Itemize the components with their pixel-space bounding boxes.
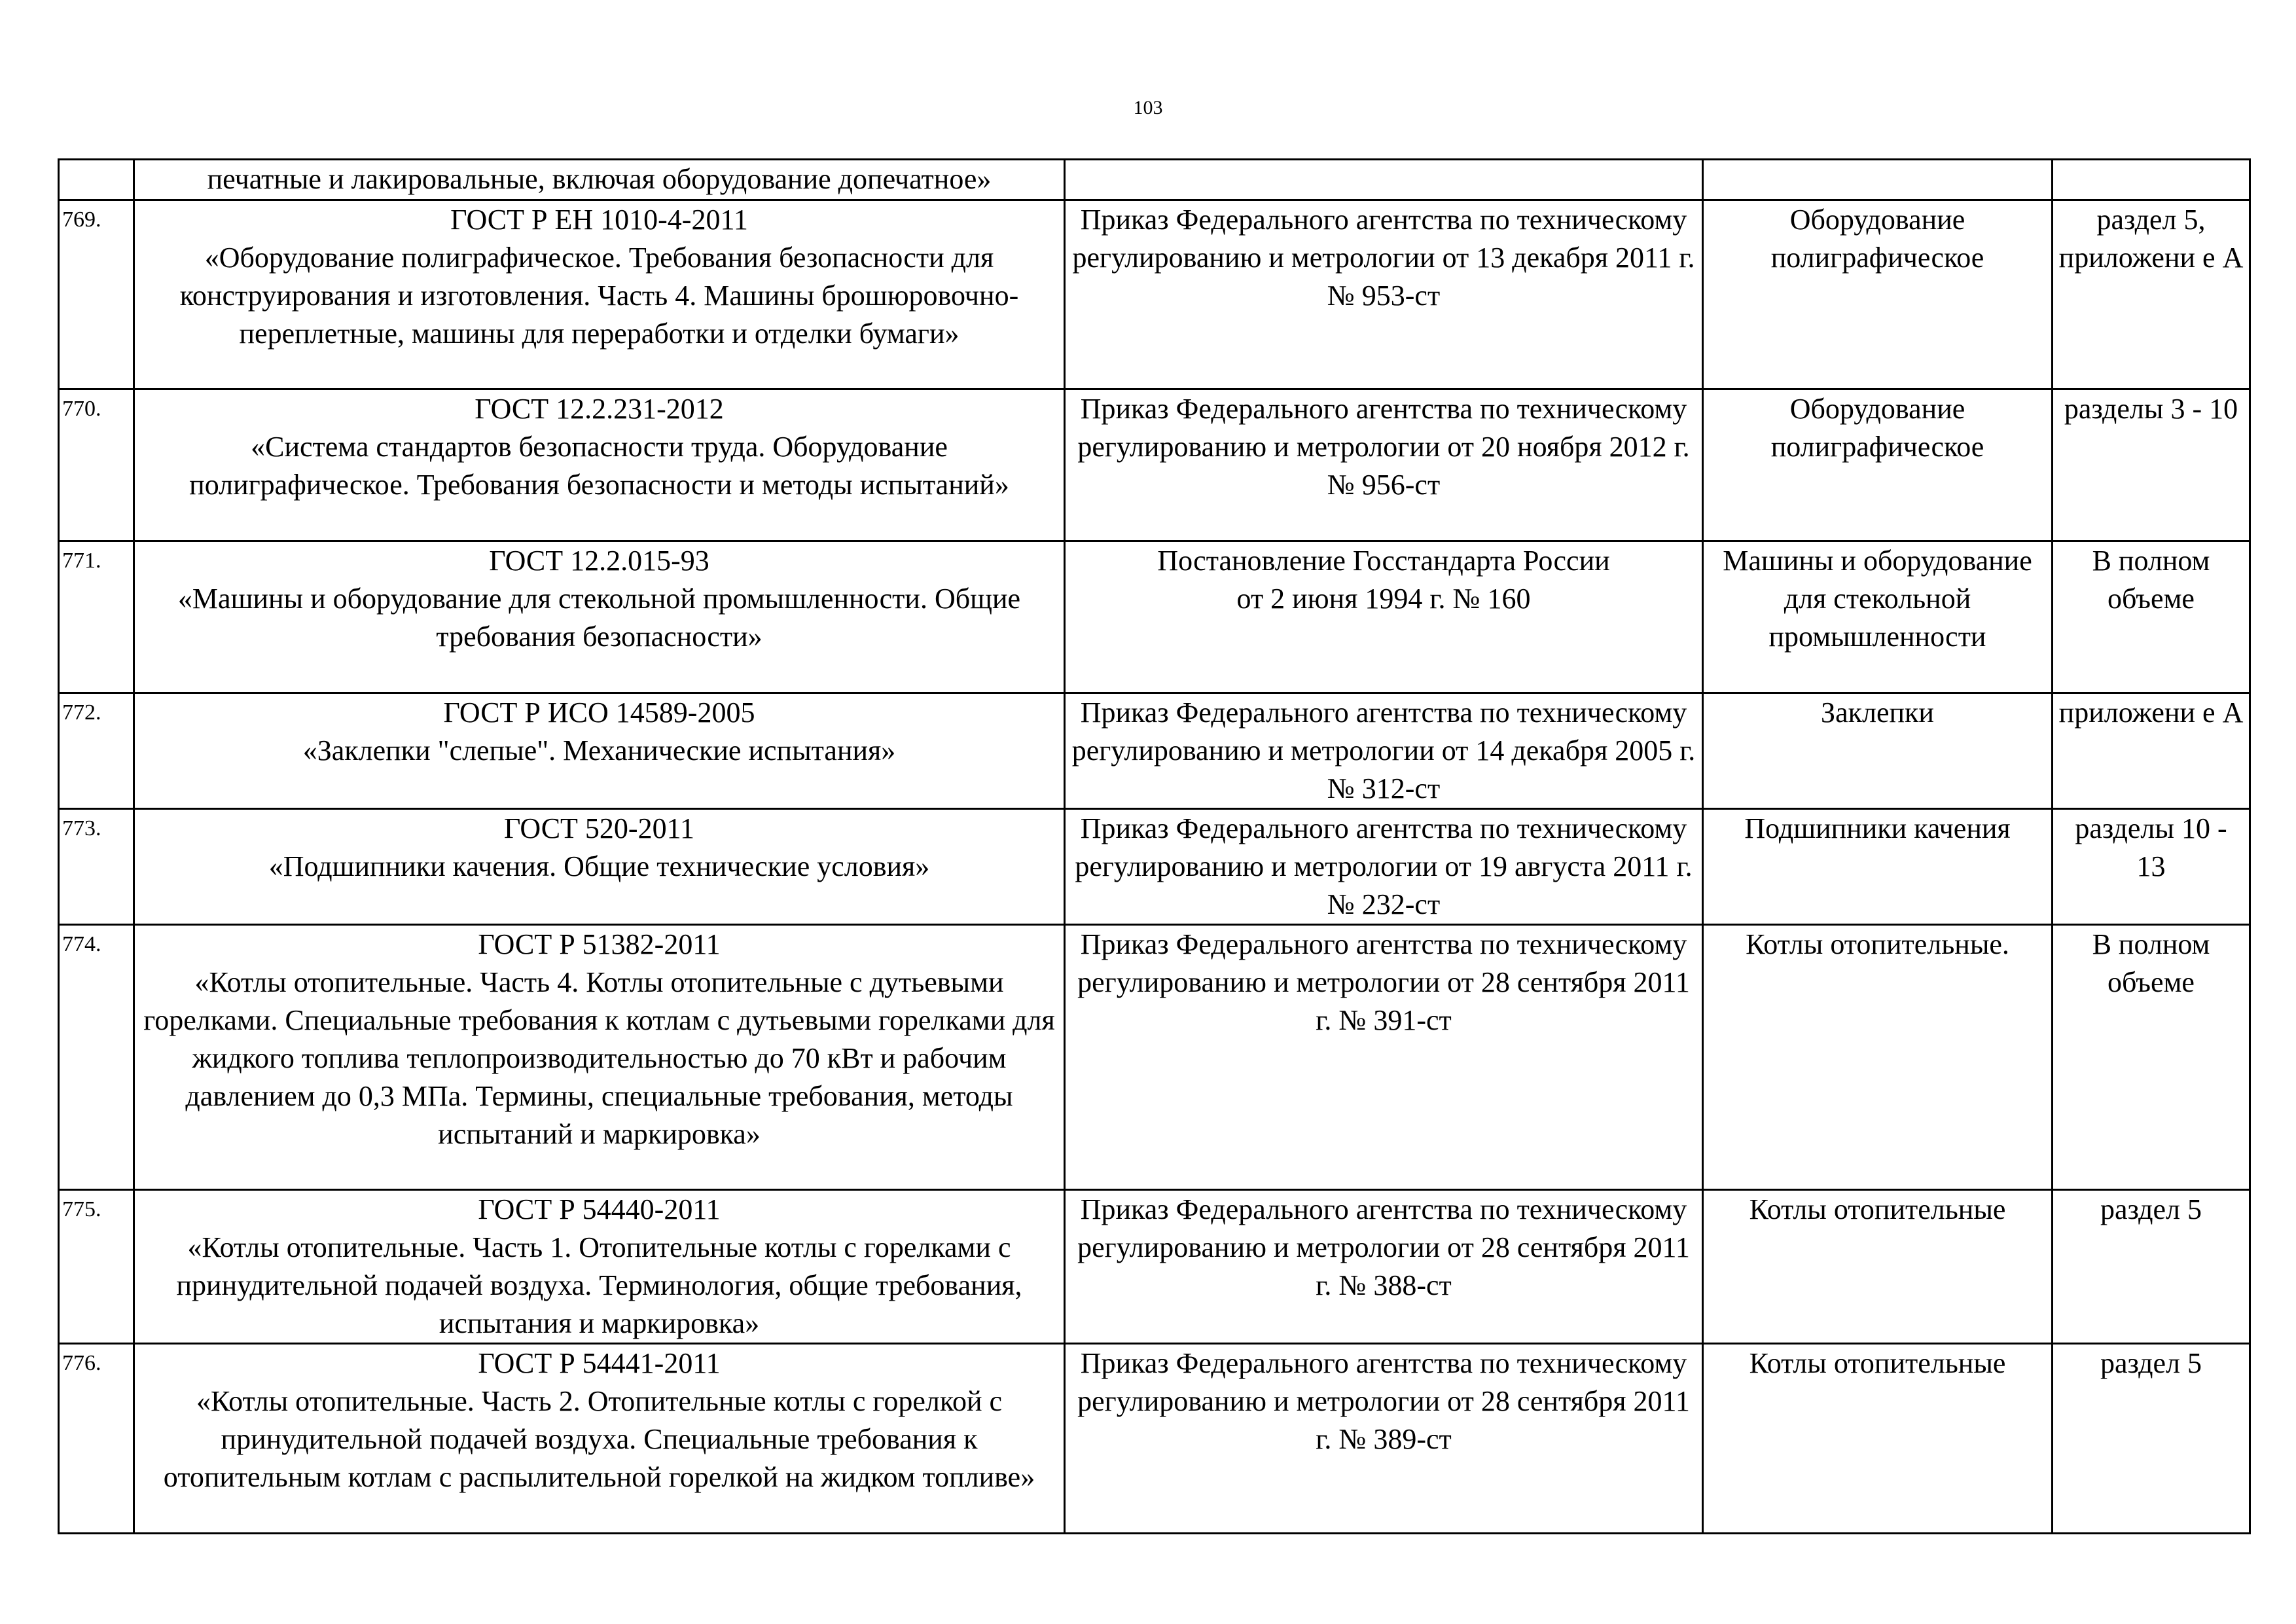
applicable-part-cell: разделы 3 - 10 bbox=[2053, 389, 2250, 541]
row-number-cell: 771. bbox=[59, 541, 134, 693]
applicable-part-cell: приложени е А bbox=[2053, 693, 2250, 809]
object-cell: Машины и оборудование для стекольной промышленности bbox=[1703, 541, 2053, 693]
object-cell: Котлы отопительные. bbox=[1703, 925, 2053, 1190]
row-number-cell: 769. bbox=[59, 200, 134, 389]
approval-document-cell: Постановление Госстандарта России от 2 июня 1994 г. № 160 bbox=[1065, 541, 1703, 693]
standard-cell: ГОСТ 12.2.015-93 «Машины и оборудование для стекольной промышленности. Общие требования безопасности» bbox=[134, 541, 1065, 693]
object-cell: Подшипники качения bbox=[1703, 809, 2053, 925]
table-row bbox=[59, 160, 2250, 200]
standard-cell: печатные и лакировальные, включая оборудование допечатное» bbox=[134, 160, 1065, 200]
row-number-cell: 770. bbox=[59, 389, 134, 541]
row-number-cell bbox=[59, 160, 134, 200]
object-cell: Оборудование полиграфическое bbox=[1703, 200, 2053, 389]
table-row bbox=[59, 389, 2250, 541]
row-number-cell: 772. bbox=[59, 693, 134, 809]
approval-document-cell: Приказ Федерального агентства по техническому регулированию и метрологии от 19 августа 2011 г. № 232-ст bbox=[1065, 809, 1703, 925]
row-number-cell: 776. bbox=[59, 1344, 134, 1534]
standard-cell: ГОСТ Р 54441-2011 «Котлы отопительные. Часть 2. Отопительные котлы с горелкой с принудительной подачей воздуха. Специальные требования к отопительным котлам с распылительной горелкой на жидком топливе» bbox=[134, 1344, 1065, 1534]
applicable-part-cell: В полном объеме bbox=[2053, 541, 2250, 693]
standard-cell: ГОСТ 520-2011 «Подшипники качения. Общие технические условия» bbox=[134, 809, 1065, 925]
standard-cell: ГОСТ Р ЕН 1010-4-2011 «Оборудование полиграфическое. Требования безопасности для конструирования и изготовления. Часть 4. Машины брошюровочно-переплетные, машины для переработки и отделки бумаги» bbox=[134, 200, 1065, 389]
row-number-cell: 773. bbox=[59, 809, 134, 925]
applicable-part-cell: раздел 5, приложени е А bbox=[2053, 200, 2250, 389]
approval-document-cell: Приказ Федерального агентства по техническому регулированию и метрологии от 28 сентября 2011 г. № 389-ст bbox=[1065, 1344, 1703, 1534]
standard-cell: ГОСТ Р 54440-2011 «Котлы отопительные. Часть 1. Отопительные котлы с горелками с принудительной подачей воздуха. Терминология, общие требования, испытания и маркировка» bbox=[134, 1190, 1065, 1344]
approval-document-cell: Приказ Федерального агентства по техническому регулированию и метрологии от 14 декабря 2005 г. № 312-ст bbox=[1065, 693, 1703, 809]
table-row bbox=[59, 925, 2250, 1190]
page-number: 103 bbox=[1133, 97, 1163, 118]
applicable-part-cell: разделы 10 - 13 bbox=[2053, 809, 2250, 925]
table-row bbox=[59, 693, 2250, 809]
approval-document-cell: Приказ Федерального агентства по техническому регулированию и метрологии от 20 ноября 2012 г. № 956-ст bbox=[1065, 389, 1703, 541]
approval-document-cell bbox=[1065, 160, 1703, 200]
table-row bbox=[59, 1344, 2250, 1534]
object-cell bbox=[1703, 160, 2053, 200]
approval-document-cell: Приказ Федерального агентства по техническому регулированию и метрологии от 13 декабря 2011 г. № 953-ст bbox=[1065, 200, 1703, 389]
table-row bbox=[59, 1190, 2250, 1344]
standard-cell: ГОСТ 12.2.231-2012 «Система стандартов безопасности труда. Оборудование полиграфическое. Требования безопасности и методы испытаний» bbox=[134, 389, 1065, 541]
applicable-part-cell bbox=[2053, 160, 2250, 200]
object-cell: Котлы отопительные bbox=[1703, 1190, 2053, 1344]
standard-cell: ГОСТ Р ИСО 14589-2005 «Заклепки "слепые". Механические испытания» bbox=[134, 693, 1065, 809]
object-cell: Заклепки bbox=[1703, 693, 2053, 809]
standards-table bbox=[58, 158, 2251, 1534]
row-number-cell: 775. bbox=[59, 1190, 134, 1344]
standard-cell: ГОСТ Р 51382-2011 «Котлы отопительные. Часть 4. Котлы отопительные с дутьевыми горелками. Специальные требования к котлам с дутьевыми горелками для жидкого топлива теплопроизводительностью до 70 кВт и рабочим давлением до 0,3 МПа. Термины, специальные требования, методы испытаний и маркировка» bbox=[134, 925, 1065, 1190]
approval-document-cell: Приказ Федерального агентства по техническому регулированию и метрологии от 28 сентября 2011 г. № 391-ст bbox=[1065, 925, 1703, 1190]
table-row bbox=[59, 541, 2250, 693]
object-cell: Котлы отопительные bbox=[1703, 1344, 2053, 1534]
object-cell: Оборудование полиграфическое bbox=[1703, 389, 2053, 541]
applicable-part-cell: раздел 5 bbox=[2053, 1344, 2250, 1534]
approval-document-cell: Приказ Федерального агентства по техническому регулированию и метрологии от 28 сентября 2011 г. № 388-ст bbox=[1065, 1190, 1703, 1344]
row-number-cell: 774. bbox=[59, 925, 134, 1190]
table-row bbox=[59, 809, 2250, 925]
table-row bbox=[59, 200, 2250, 389]
applicable-part-cell: В полном объеме bbox=[2053, 925, 2250, 1190]
applicable-part-cell: раздел 5 bbox=[2053, 1190, 2250, 1344]
